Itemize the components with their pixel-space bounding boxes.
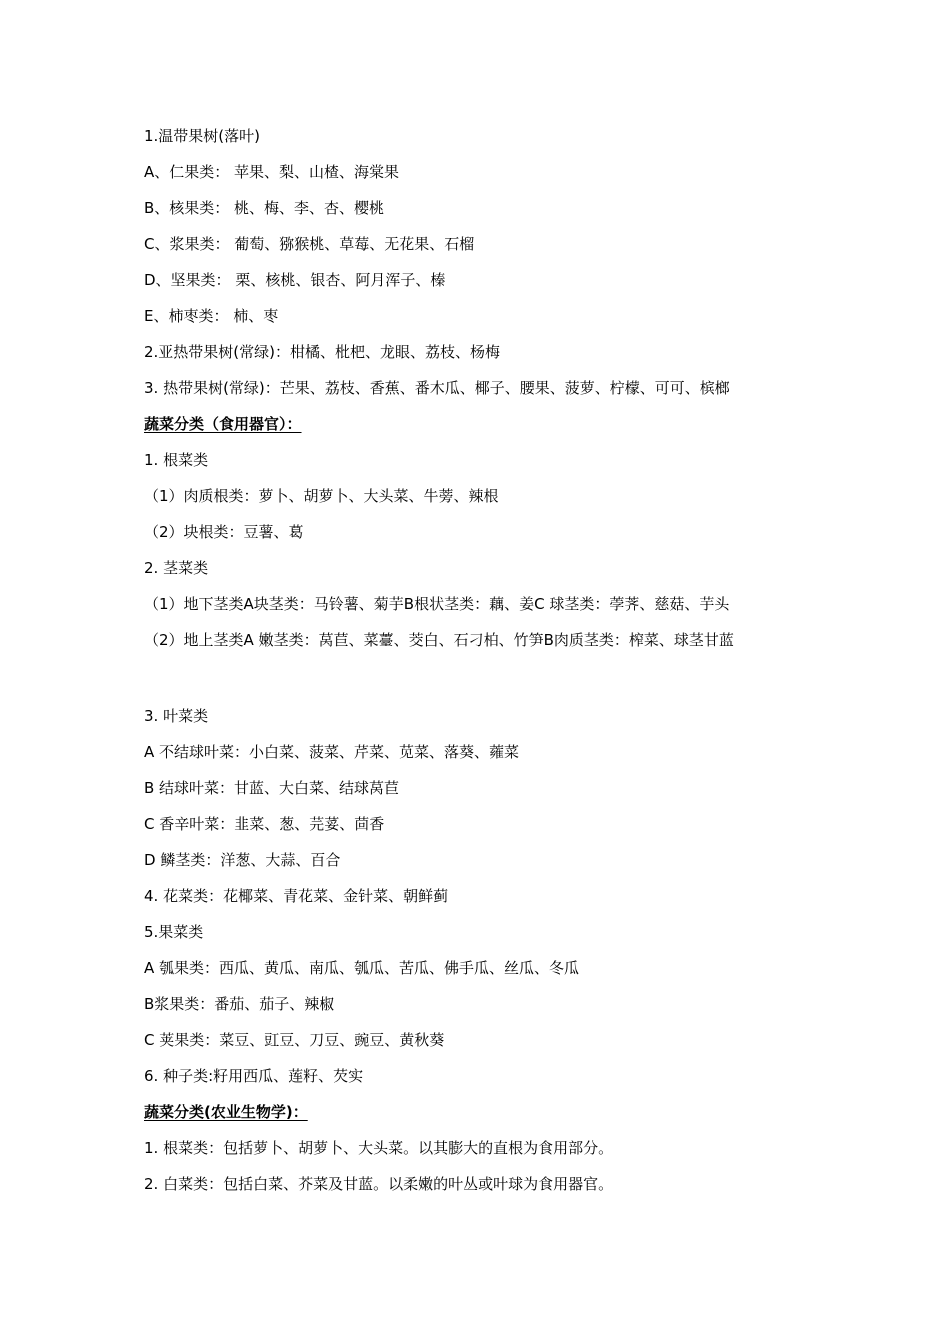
veg-line-fleshy-root: （1）肉质根类：萝卜、胡萝卜、大头菜、牛蒡、辣根 — [144, 487, 499, 505]
bio-line-cabbage: 2. 白菜类：包括白菜、芥菜及甘蓝。以柔嫩的叶丛或叶球为食用器官。 — [144, 1175, 614, 1193]
veg-line-stem: 2. 茎菜类 — [144, 559, 209, 577]
veg-line-seed: 6. 种子类:籽用西瓜、莲籽、芡实 — [144, 1067, 364, 1085]
bio-line-root: 1. 根菜类：包括萝卜、胡萝卜、大头菜。以其膨大的直根为食用部分。 — [144, 1139, 614, 1157]
veg-line-nonheading-leaf: A 不结球叶菜：小白菜、菠菜、芹菜、苋菜、落葵、蕹菜 — [144, 743, 520, 761]
section-heading-edible-organ: 蔬菜分类（食用器官）： — [144, 415, 302, 433]
fruit-line-pome: A、仁果类： 苹果、梨、山楂、海棠果 — [144, 163, 400, 181]
veg-line-legume: C 荚果类：菜豆、豇豆、刀豆、豌豆、黄秋葵 — [144, 1031, 445, 1049]
veg-line-aboveground-stem: （2）地上茎类A 嫩茎类：莴苣、菜薹、茭白、石刁柏、竹笋B肉质茎类：榨菜、球茎甘蓝 — [144, 631, 734, 649]
veg-line-tuberous-root: （2）块根类：豆薯、葛 — [144, 523, 304, 541]
section-heading-agri-biology: 蔬菜分类(农业生物学)： — [144, 1103, 308, 1121]
veg-line-flower: 4. 花菜类：花椰菜、青花菜、金针菜、朝鲜蓟 — [144, 887, 449, 905]
fruit-line-subtropical: 2.亚热带果树(常绿)：柑橘、枇杷、龙眼、荔枝、杨梅 — [144, 343, 501, 361]
veg-line-leaf: 3. 叶菜类 — [144, 707, 209, 725]
fruit-line-drupe: B、核果类： 桃、梅、李、杏、樱桃 — [144, 199, 385, 217]
fruit-line-nut: D、坚果类： 栗、核桃、银杏、阿月浑子、榛 — [144, 271, 446, 289]
veg-line-spicy-leaf: C 香辛叶菜：韭菜、葱、芫荽、茴香 — [144, 815, 385, 833]
veg-line-bulb: D 鳞茎类：洋葱、大蒜、百合 — [144, 851, 341, 869]
fruit-line-tropical: 3. 热带果树(常绿)：芒果、荔枝、香蕉、番木瓜、椰子、腰果、菠萝、柠檬、可可、槟榔 — [144, 379, 730, 397]
veg-line-heading-leaf: B 结球叶菜：甘蓝、大白菜、结球莴苣 — [144, 779, 400, 797]
veg-line-gourd: A 瓠果类：西瓜、黄瓜、南瓜、瓠瓜、苦瓜、佛手瓜、丝瓜、冬瓜 — [144, 959, 580, 977]
veg-line-fruit: 5.果菜类 — [144, 923, 204, 941]
veg-line-berry-veg: B浆果类：番茄、茄子、辣椒 — [144, 995, 335, 1013]
veg-line-root: 1. 根菜类 — [144, 451, 209, 469]
fruit-line-persimmon-jujube: E、柿枣类： 柿、枣 — [144, 307, 279, 325]
veg-line-underground-stem: （1）地下茎类A块茎类：马铃薯、菊芋B根状茎类：藕、姜C 球茎类：荸荠、慈菇、芋头 — [144, 595, 730, 613]
fruit-line-berry: C、浆果类： 葡萄、猕猴桃、草莓、无花果、石榴 — [144, 235, 475, 253]
fruit-line-temperate: 1.温带果树(落叶) — [144, 127, 261, 145]
